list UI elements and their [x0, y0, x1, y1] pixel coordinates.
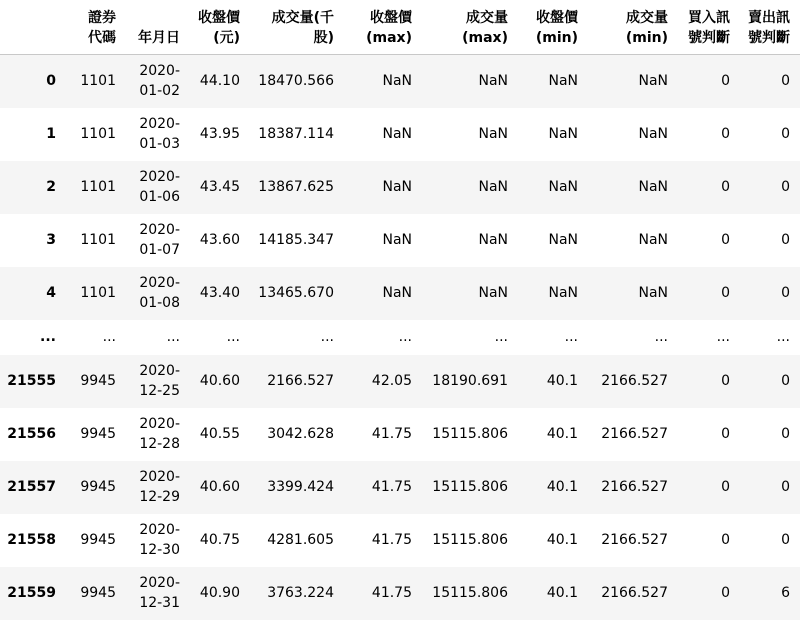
cell-volume-min: NaN — [638, 285, 668, 301]
cell-close-max: NaN — [382, 126, 412, 142]
cell-volume: 3763.224 — [267, 585, 334, 601]
cell-close-min: NaN — [548, 179, 578, 195]
cell-code: 9945 — [80, 373, 116, 389]
cell-volume-min: 2166.527 — [601, 479, 668, 495]
cell-buy-signal: 0 — [721, 179, 730, 195]
cell-close-min: NaN — [548, 126, 578, 142]
cell-code: 1101 — [80, 73, 116, 90]
cell-date — [126, 267, 190, 320]
cell-volume-max: NaN — [478, 126, 508, 142]
cell-buy-signal: 0 — [721, 126, 730, 142]
column-header-line: (max) — [366, 30, 412, 46]
cell-buy-signal: 0 — [721, 73, 730, 90]
cell-volume-min: NaN — [638, 73, 668, 90]
cell-sell-signal: 0 — [781, 373, 790, 389]
row-index: 3 — [46, 232, 56, 248]
column-header-volume-min — [588, 0, 678, 55]
cell-date — [126, 567, 190, 620]
cell-code: 1101 — [80, 126, 116, 142]
date-part: 2020- — [139, 169, 180, 185]
date-part: 12-29 — [139, 489, 180, 505]
cell-volume-max: ... — [494, 329, 508, 345]
column-header-line: 收盤價 — [370, 10, 412, 26]
cell-volume-min: NaN — [638, 232, 668, 248]
cell-date — [126, 55, 190, 108]
cell-close: 40.90 — [199, 585, 240, 601]
row-index: ... — [40, 329, 56, 345]
cell-close-max: NaN — [382, 73, 412, 90]
cell-volume-min: 2166.527 — [601, 373, 668, 389]
cell-volume: 4281.605 — [267, 532, 334, 548]
row-index: 2 — [46, 179, 56, 195]
table-row — [0, 355, 800, 408]
table-header — [0, 0, 800, 55]
date-part: 12-30 — [139, 542, 180, 558]
cell-close-max: 41.75 — [371, 426, 412, 442]
table-row — [0, 267, 800, 320]
column-header-date — [126, 0, 190, 55]
cell-code: 9945 — [80, 426, 116, 442]
cell-close-min: 40.1 — [546, 479, 578, 495]
column-header-line: 股) — [313, 30, 334, 46]
cell-volume-min: 2166.527 — [601, 532, 668, 548]
row-index: 4 — [46, 285, 56, 301]
date-part: 12-31 — [139, 595, 180, 611]
cell-code: 9945 — [80, 479, 116, 495]
cell-code: 9945 — [80, 585, 116, 601]
cell-close: 43.60 — [199, 232, 240, 248]
table-row — [0, 567, 800, 620]
column-header-line: (元) — [213, 30, 240, 46]
cell-volume-min: 2166.527 — [601, 585, 668, 601]
cell-volume-max: NaN — [478, 73, 508, 90]
cell-date — [126, 355, 190, 408]
column-header-line: 年月日 — [138, 30, 180, 46]
column-header-code — [66, 0, 126, 55]
date-part: 01-08 — [139, 295, 180, 311]
date-part: 12-25 — [139, 383, 180, 399]
cell-volume-min: ... — [654, 329, 668, 345]
cell-date — [126, 320, 190, 355]
column-header-close — [190, 0, 250, 55]
column-header-line: 賣出訊 — [748, 10, 790, 26]
cell-volume-max: 15115.806 — [432, 532, 508, 548]
cell-buy-signal: 0 — [721, 479, 730, 495]
row-index: 21557 — [7, 479, 56, 495]
cell-volume: 14185.347 — [258, 232, 334, 248]
cell-close-max: NaN — [382, 232, 412, 248]
table-row — [0, 514, 800, 567]
column-header-close-max — [344, 0, 422, 55]
date-part: 2020- — [139, 363, 180, 379]
cell-close-max: 41.75 — [371, 479, 412, 495]
date-part: 2020- — [139, 275, 180, 291]
cell-close-min: 40.1 — [546, 532, 578, 548]
date-part: 01-06 — [139, 189, 180, 205]
cell-buy-signal: 0 — [721, 232, 730, 248]
cell-close-max: 41.75 — [371, 532, 412, 548]
cell-volume: 3042.628 — [267, 426, 334, 442]
cell-sell-signal: 0 — [781, 426, 790, 442]
cell-close-min: NaN — [548, 232, 578, 248]
cell-volume: 3399.424 — [267, 479, 334, 495]
table-row — [0, 461, 800, 514]
column-header-line: 代碼 — [88, 30, 116, 46]
cell-date — [126, 514, 190, 567]
cell-date — [126, 108, 190, 161]
cell-close-max: 42.05 — [371, 373, 412, 389]
table-row — [0, 108, 800, 161]
ellipsis-row — [0, 320, 800, 355]
cell-close-min: 40.1 — [546, 373, 578, 389]
column-header-volume-max — [422, 0, 518, 55]
column-header-line: 號判斷 — [688, 30, 730, 46]
cell-buy-signal: 0 — [721, 285, 730, 301]
table-row — [0, 408, 800, 461]
column-header-line: 成交量 — [626, 10, 668, 26]
date-part: 01-03 — [139, 136, 180, 152]
cell-date — [126, 161, 190, 214]
cell-close: 40.60 — [199, 373, 240, 389]
column-header-line: (min) — [535, 30, 578, 46]
cell-date — [126, 408, 190, 461]
cell-code: 1101 — [80, 285, 116, 301]
cell-buy-signal: 0 — [721, 373, 730, 389]
cell-volume-min: 2166.527 — [601, 426, 668, 442]
date-part: 2020- — [139, 222, 180, 238]
cell-buy-signal: 0 — [721, 426, 730, 442]
column-header-line: 收盤價 — [536, 10, 578, 26]
column-header-index — [0, 0, 66, 55]
table-row — [0, 161, 800, 214]
table-body — [0, 55, 800, 620]
row-index: 0 — [46, 73, 56, 90]
date-part: 2020- — [139, 522, 180, 538]
table-row — [0, 55, 800, 108]
cell-buy-signal: ... — [716, 329, 730, 345]
date-part: 01-07 — [139, 242, 180, 258]
cell-volume-max: NaN — [478, 179, 508, 195]
cell-volume: 18470.566 — [258, 73, 334, 90]
date-part: 2020- — [139, 416, 180, 432]
cell-sell-signal: 0 — [781, 126, 790, 142]
row-index: 21556 — [7, 426, 56, 442]
cell-close: 43.40 — [199, 285, 240, 301]
row-index: 1 — [46, 126, 56, 142]
cell-sell-signal: ... — [776, 329, 790, 345]
cell-close-min: NaN — [548, 73, 578, 90]
column-header-line: (max) — [462, 30, 508, 46]
cell-volume-min: NaN — [638, 179, 668, 195]
date-part: 2020- — [139, 575, 180, 591]
cell-sell-signal: 0 — [781, 179, 790, 195]
cell-close-min: 40.1 — [546, 426, 578, 442]
column-header-buy-signal — [678, 0, 740, 55]
cell-close-min: NaN — [548, 285, 578, 301]
cell-sell-signal: 0 — [781, 479, 790, 495]
column-header-line: 成交量 — [466, 10, 508, 26]
cell-volume: 18387.114 — [258, 126, 334, 142]
column-header-volume — [250, 0, 344, 55]
column-header-line: (min) — [625, 30, 668, 46]
cell-close: 40.75 — [199, 532, 240, 548]
cell-sell-signal: 0 — [781, 232, 790, 248]
cell-sell-signal: 6 — [781, 585, 790, 601]
cell-close: 40.55 — [199, 426, 240, 442]
cell-volume-max: 15115.806 — [432, 479, 508, 495]
cell-volume-max: NaN — [478, 232, 508, 248]
row-index: 21559 — [7, 585, 56, 601]
cell-volume: 2166.527 — [267, 373, 334, 389]
cell-volume-max: 15115.806 — [432, 426, 508, 442]
cell-sell-signal: 0 — [781, 532, 790, 548]
cell-buy-signal: 0 — [721, 585, 730, 601]
cell-date — [126, 214, 190, 267]
header-row — [0, 0, 800, 55]
column-header-line: 收盤價 — [198, 10, 240, 26]
cell-code: ... — [102, 329, 116, 345]
date-part: 12-28 — [139, 436, 180, 452]
column-header-line: 買入訊 — [688, 10, 730, 26]
date-part: ... — [166, 329, 180, 345]
cell-code: 9945 — [80, 532, 116, 548]
row-index: 21558 — [7, 532, 56, 548]
table-row — [0, 214, 800, 267]
column-header-line: 號判斷 — [748, 30, 790, 46]
date-part: 2020- — [139, 469, 180, 485]
cell-volume: 13465.670 — [258, 285, 334, 301]
date-part: 2020- — [139, 63, 180, 80]
cell-close: 43.45 — [199, 179, 240, 195]
row-index: 21555 — [7, 373, 56, 389]
cell-close-max: ... — [398, 329, 412, 345]
cell-close-min: 40.1 — [546, 585, 578, 601]
cell-close-max: NaN — [382, 179, 412, 195]
cell-buy-signal: 0 — [721, 532, 730, 548]
date-part: 01-02 — [139, 83, 180, 100]
cell-volume: 13867.625 — [258, 179, 334, 195]
cell-code: 1101 — [80, 232, 116, 248]
cell-close: 40.60 — [199, 479, 240, 495]
column-header-line: 證券 — [88, 10, 116, 26]
cell-sell-signal: 0 — [781, 285, 790, 301]
cell-volume: ... — [320, 329, 334, 345]
cell-close: 44.10 — [199, 73, 240, 90]
cell-close: ... — [226, 329, 240, 345]
column-header-close-min — [518, 0, 588, 55]
cell-close-max: NaN — [382, 285, 412, 301]
cell-date — [126, 461, 190, 514]
cell-sell-signal: 0 — [781, 73, 790, 90]
cell-volume-max: 18190.691 — [432, 373, 508, 389]
column-header-sell-signal — [740, 0, 800, 55]
date-part: 2020- — [139, 116, 180, 132]
cell-close-max: 41.75 — [371, 585, 412, 601]
cell-code: 1101 — [80, 179, 116, 195]
cell-volume-min: NaN — [638, 126, 668, 142]
cell-volume-max: NaN — [478, 285, 508, 301]
cell-close: 43.95 — [199, 126, 240, 142]
column-header-line: 成交量(千 — [271, 10, 334, 26]
cell-volume-max: 15115.806 — [432, 585, 508, 601]
cell-close-min: ... — [564, 329, 578, 345]
